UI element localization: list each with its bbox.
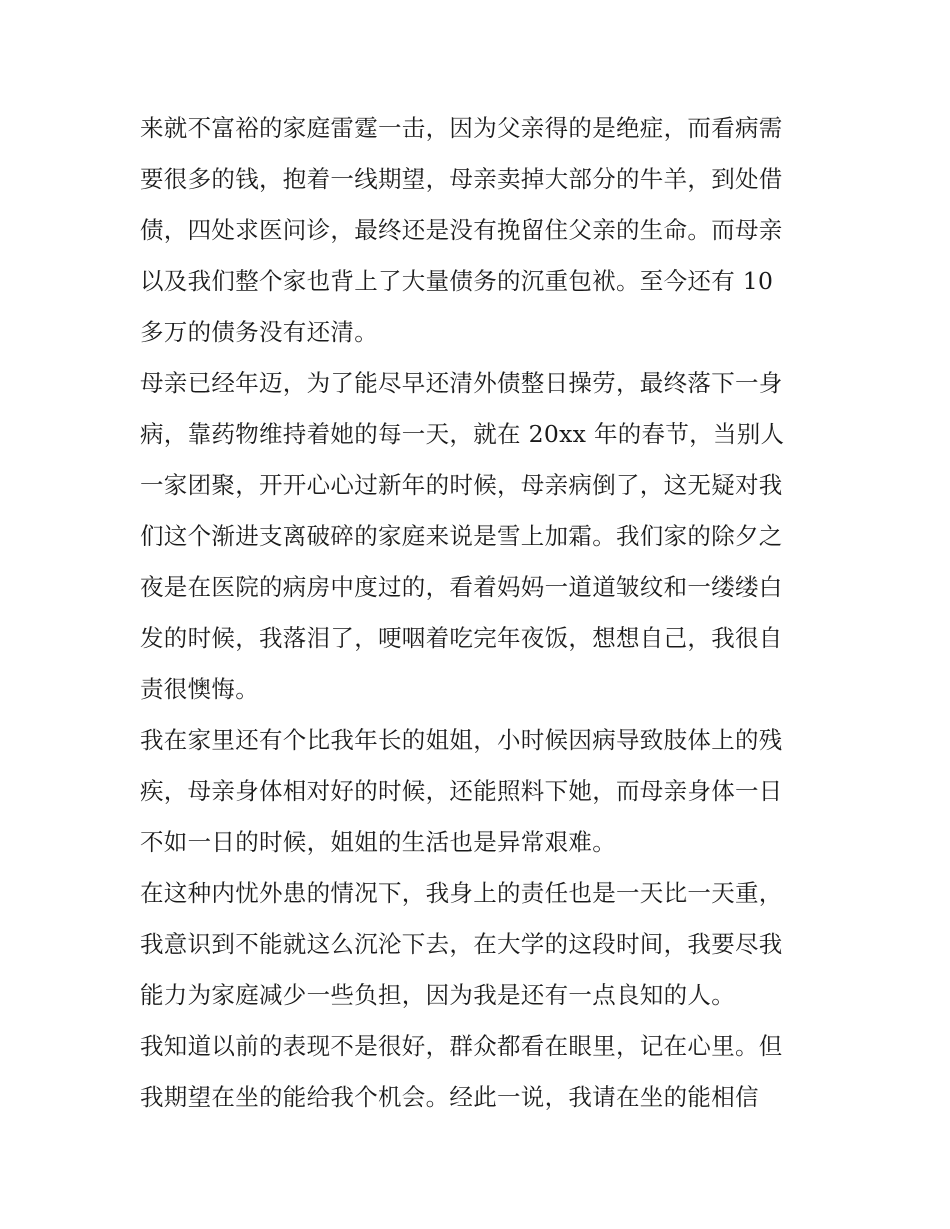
text-line: 我意识到不能就这么沉沦下去，在大学的这段时间，我要尽我 <box>140 930 783 958</box>
text-line: 不如一日的时候，姐姐的生活也是异常艰难。 <box>140 828 616 856</box>
text-line: 母亲已经年迈，为了能尽早还清外债整日操劳，最终落下一身 <box>140 369 783 397</box>
text-line: 债，四处求医问诊，最终还是没有挽留住父亲的生命。而母亲 <box>140 216 783 244</box>
document-page <box>140 0 812 1229</box>
text-line: 病，靠药物维持着她的每一天，就在 20xx 年的春节，当别人 <box>140 420 785 448</box>
text-line: 一家团聚，开开心心过新年的时候，母亲病倒了，这无疑对我 <box>140 471 783 499</box>
text-line: 能力为家庭减少一些负担，因为我是还有一点良知的人。 <box>140 981 735 1009</box>
text-line: 我知道以前的表现不是很好，群众都看在眼里，记在心里。但 <box>140 1032 783 1060</box>
text-line: 来就不富裕的家庭雷霆一击，因为父亲得的是绝症，而看病需 <box>140 114 783 142</box>
text-line: 们这个渐进支离破碎的家庭来说是雪上加霜。我们家的除夕之 <box>140 522 783 550</box>
text-line: 疾，母亲身体相对好的时候，还能照料下她，而母亲身体一日 <box>140 777 783 805</box>
text-line: 在这种内忧外患的情况下，我身上的责任也是一天比一天重， <box>140 879 783 907</box>
text-line: 夜是在医院的病房中度过的，看着妈妈一道道皱纹和一缕缕白 <box>140 573 783 601</box>
text-line: 要很多的钱，抱着一线期望，母亲卖掉大部分的牛羊，到处借 <box>140 165 783 193</box>
text-line: 我在家里还有个比我年长的姐姐，小时候因病导致肢体上的残 <box>140 726 783 754</box>
text-line: 责很懊悔。 <box>140 675 259 703</box>
text-line: 多万的债务没有还清。 <box>140 318 378 346</box>
text-line: 以及我们整个家也背上了大量债务的沉重包袱。至今还有 10 <box>140 267 774 295</box>
text-line: 发的时候，我落泪了，哽咽着吃完年夜饭，想想自己，我很自 <box>140 624 783 652</box>
text-line: 我期望在坐的能给我个机会。经此一说，我请在坐的能相信 <box>140 1083 759 1111</box>
